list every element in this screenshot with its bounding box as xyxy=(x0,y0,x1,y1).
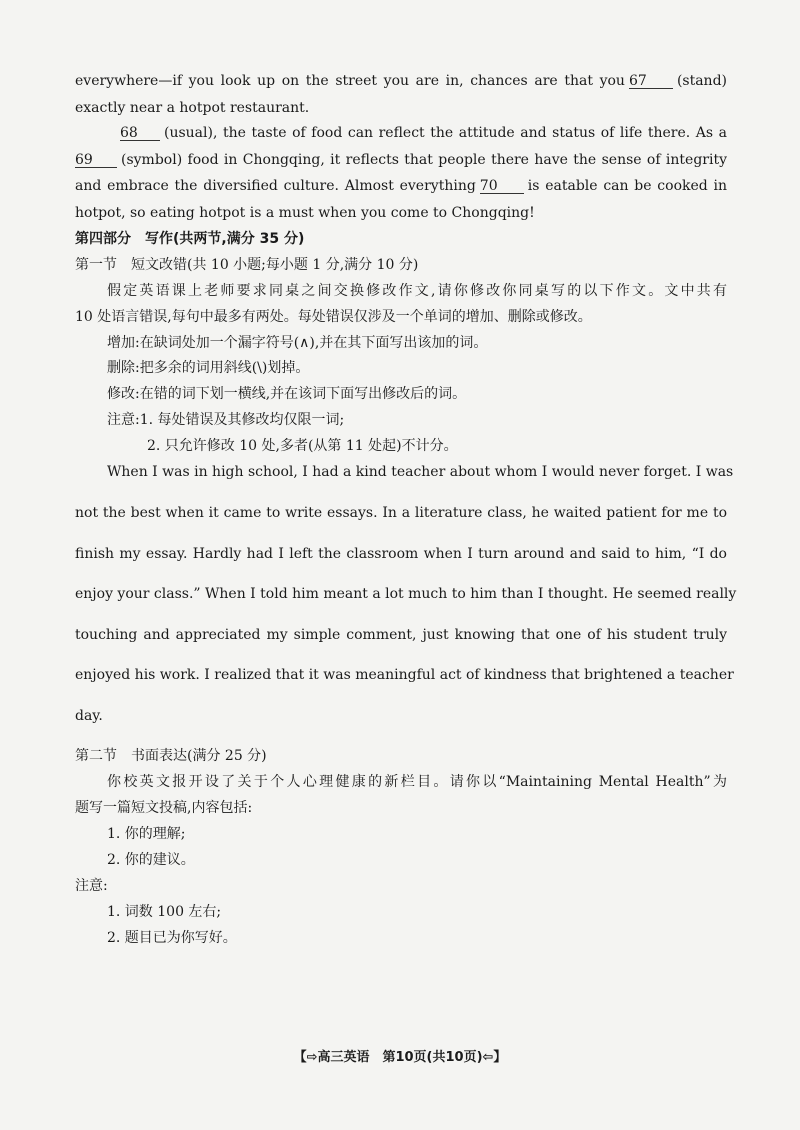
essay-line: day. xyxy=(75,708,103,724)
blank-68[interactable]: 68 xyxy=(120,126,160,141)
writing-task-line-1: 你校英文报开设了关于个人心理健康的新栏目。请你以“Maintaining Mental Health”为 xyxy=(107,774,727,790)
note-line-1: 注意:1. 每处错误及其修改均仅限一词; xyxy=(107,412,345,428)
writing-note-heading: 注意: xyxy=(75,878,108,894)
writing-note-2: 2. 题目已为你写好。 xyxy=(107,930,237,946)
essay-line: not the best when it came to write essays. In a literature class, he waited patient for me to xyxy=(75,505,727,521)
writing-point-1: 1. 你的理解; xyxy=(107,826,186,842)
passage-text: (symbol) food in Chongqing, it reflects that people there have the sense of integrity xyxy=(121,152,727,168)
passage-line-3 xyxy=(120,126,727,141)
writing-task-line-2: 题写一篇短文投稿,内容包括: xyxy=(75,800,253,816)
blank-70[interactable]: 70 xyxy=(480,179,524,194)
passage-line-2: exactly near a hotpot restaurant. xyxy=(75,100,310,116)
instruction-line-1: 假定英语课上老师要求同桌之间交换修改作文,请你修改你同桌写的以下作文。文中共有 xyxy=(107,283,727,299)
passage-text: everywhere—if you look up on the street you are in, chances are that you xyxy=(75,73,625,89)
part4-heading: 第四部分 写作(共两节,满分 35 分) xyxy=(75,231,305,247)
writing-point-2: 2. 你的建议。 xyxy=(107,852,195,868)
blank-69[interactable]: 69 xyxy=(75,153,117,168)
essay-line: finish my essay. Hardly had I left the classroom when I turn around and said to him, “I do xyxy=(75,546,727,562)
essay-line: enjoy your class.” When I told him meant a lot much to him than I thought. He seemed really xyxy=(75,586,737,602)
essay-line: When I was in high school, I had a kind teacher about whom I would never forget. I was xyxy=(107,464,734,480)
passage-line-5 xyxy=(75,179,727,194)
section2-title: 第二节 书面表达(满分 25 分) xyxy=(75,748,267,764)
blank-67[interactable]: 67 xyxy=(629,74,673,89)
instruction-line-2: 10 处语言错误,每句中最多有两处。每处错误仅涉及一个单词的增加、删除或修改。 xyxy=(75,309,592,325)
writing-note-1: 1. 词数 100 左右; xyxy=(107,904,222,920)
passage-text: (stand) xyxy=(676,73,727,89)
instruction-modify: 修改:在错的词下划一横线,并在该词下面写出修改后的词。 xyxy=(107,386,467,402)
passage-line-1 xyxy=(75,74,727,89)
instruction-add: 增加:在缺词处加一个漏字符号(∧),并在其下面写出该加的词。 xyxy=(107,335,488,351)
passage-line-6: hotpot, so eating hotpot is a must when you come to Chongqing! xyxy=(75,205,535,221)
note-line-2: 2. 只允许修改 10 处,多者(从第 11 处起)不计分。 xyxy=(147,438,458,454)
essay-line: enjoyed his work. I realized that it was meaningful act of kindness that brightened a teacher xyxy=(75,667,734,683)
section1-title: 第一节 短文改错(共 10 小题;每小题 1 分,满分 10 分) xyxy=(75,257,419,273)
passage-line-4 xyxy=(75,153,727,168)
essay-line: touching and appreciated my simple comment, just knowing that one of his student truly xyxy=(75,627,727,643)
passage-text: and embrace the diversified culture. Almost everything xyxy=(75,178,476,194)
instruction-delete: 删除:把多余的词用斜线(\)划掉。 xyxy=(107,360,310,376)
passage-text: (usual), the taste of food can reflect the attitude and status of life there. As a xyxy=(164,125,727,141)
page-footer: 【⇨高三英语 第10页(共10页)⇦】 xyxy=(293,1050,507,1065)
passage-text: is eatable can be cooked in xyxy=(527,178,727,194)
